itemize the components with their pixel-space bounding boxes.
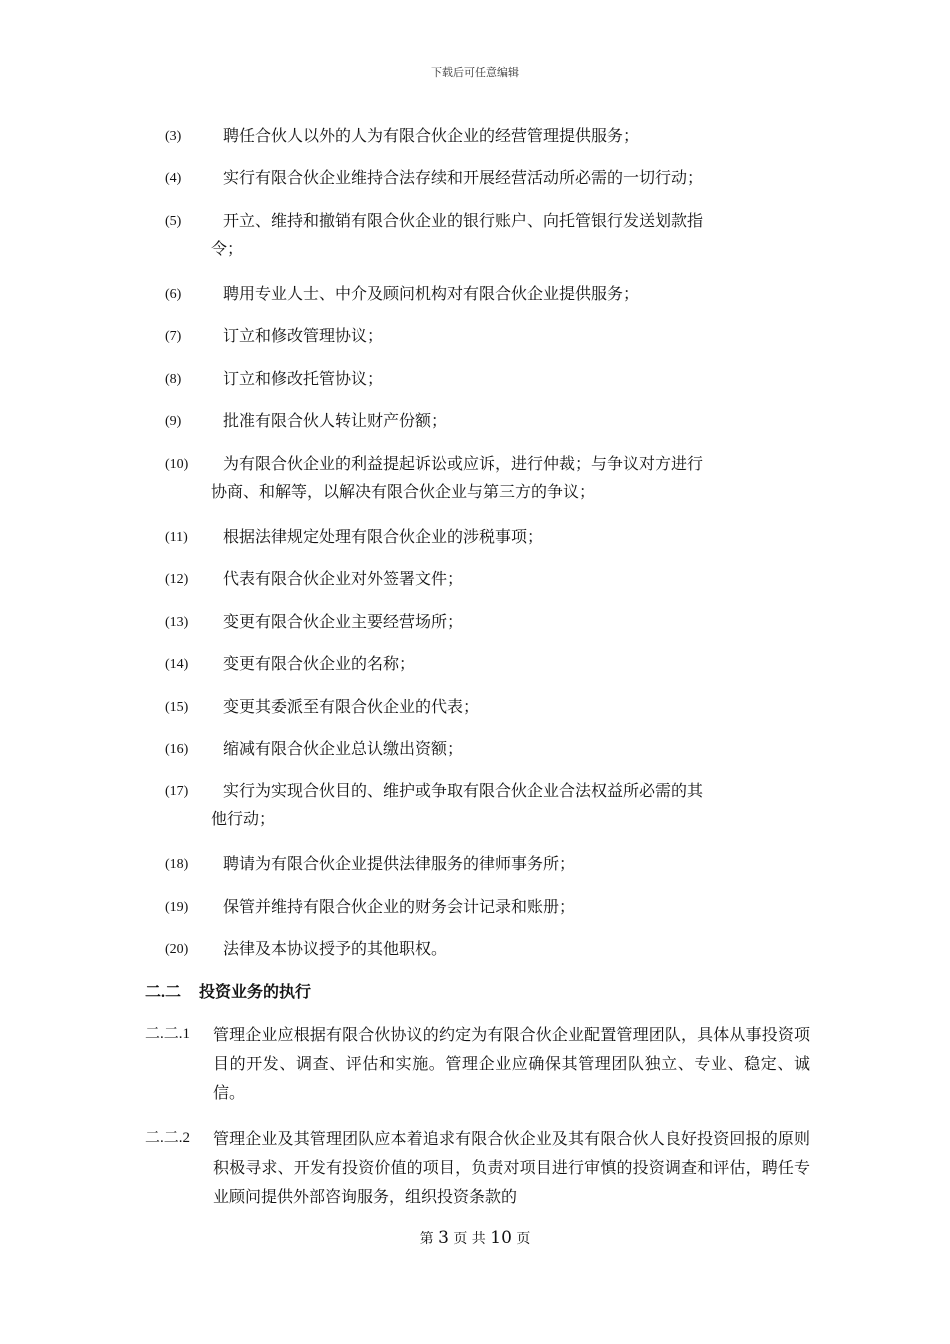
list-item <box>165 608 815 636</box>
section-number: 二.二 <box>145 984 182 1001</box>
item-number: (9) <box>165 414 182 429</box>
clause-text: 管理企业应根据有限合伙协议的约定为有限合伙企业配置管理团队，具体从事投资项目的开发、调查、评估和实施。管理企业应确保其管理团队独立、专业、稳定、诚信。 <box>213 1025 810 1102</box>
item-number: (13) <box>165 615 189 630</box>
item-text: 变更有限合伙企业的名称； <box>223 654 416 673</box>
item-number: (14) <box>165 657 189 672</box>
clause-number: 二.二.2 <box>145 1130 191 1146</box>
item-text: 保管并维持有限合伙企业的财务会计记录和账册； <box>223 897 576 916</box>
item-text: 聘用专业人士、中介及顾问机构对有限合伙企业提供服务； <box>223 284 640 303</box>
item-number: (10) <box>165 457 189 472</box>
list-item <box>165 207 815 263</box>
item-number: (5) <box>165 214 182 229</box>
item-text: 实行为实现合伙目的、维护或争取有限合伙企业合法权益所必需的其 <box>223 781 704 800</box>
item-number: (11) <box>165 530 188 545</box>
list-item <box>165 735 815 763</box>
list-item <box>165 523 815 551</box>
list-item <box>165 935 815 963</box>
list-item <box>165 450 815 506</box>
section-title: 投资业务的执行 <box>199 982 312 1001</box>
item-number: (17) <box>165 784 189 799</box>
item-text: 订立和修改托管协议； <box>223 369 384 388</box>
item-text: 实行有限合伙企业维持合法存续和开展经营活动所必需的一切行动； <box>223 168 704 187</box>
item-text: 变更有限合伙企业主要经营场所； <box>223 612 464 631</box>
item-number: (6) <box>165 287 182 302</box>
item-text-continued: 他行动； <box>211 809 276 828</box>
list-item <box>165 777 815 833</box>
section-heading <box>145 979 311 1002</box>
list-item <box>165 650 815 678</box>
footer-prefix: 第 <box>419 1231 434 1247</box>
list-item <box>165 322 815 350</box>
item-number: (19) <box>165 900 189 915</box>
item-number: (18) <box>165 857 189 872</box>
list-item <box>165 365 815 393</box>
item-text-continued: 协商、和解等，以解决有限合伙企业与第三方的争议； <box>211 482 596 501</box>
list-item <box>165 893 815 921</box>
item-number: (4) <box>165 171 182 186</box>
item-number: (15) <box>165 700 189 715</box>
clause-number: 二.二.1 <box>145 1026 191 1042</box>
item-text: 代表有限合伙企业对外签署文件； <box>223 569 464 588</box>
list-item <box>165 693 815 721</box>
item-text: 聘请为有限合伙企业提供法律服务的律师事务所； <box>223 854 576 873</box>
item-number: (12) <box>165 572 189 587</box>
list-item <box>165 850 815 878</box>
list-item <box>165 565 815 593</box>
item-text: 法律及本协议授予的其他职权。 <box>223 939 448 958</box>
item-number: (7) <box>165 329 182 344</box>
item-text: 批准有限合伙人转让财产份额； <box>223 411 448 430</box>
list-item <box>165 164 815 192</box>
item-text: 聘任合伙人以外的人为有限合伙企业的经营管理提供服务； <box>223 126 640 145</box>
page-total: 10 <box>490 1228 512 1248</box>
page-number: 3 <box>438 1228 449 1248</box>
item-number: (16) <box>165 742 189 757</box>
item-text: 开立、维持和撤销有限合伙企业的银行账户、向托管银行发送划款指 <box>223 211 704 230</box>
item-number: (8) <box>165 372 182 387</box>
item-number: (3) <box>165 129 182 144</box>
page-header: 下载后可任意编辑 <box>431 66 519 79</box>
item-text: 缩减有限合伙企业总认缴出资额； <box>223 739 464 758</box>
list-item <box>165 407 815 435</box>
item-text: 变更其委派至有限合伙企业的代表； <box>223 697 480 716</box>
item-text: 为有限合伙企业的利益提起诉讼或应诉，进行仲裁；与争议对方进行 <box>223 454 704 473</box>
clause-text: 管理企业及其管理团队应本着追求有限合伙企业及其有限合伙人良好投资回报的原则积极寻求、开发有投资价值的项目，负责对项目进行审慎的投资调查和评估，聘任专业顾问提供外部咨询服务，组织投资条款的 <box>213 1129 810 1206</box>
list-item <box>165 122 815 150</box>
list-item <box>165 280 815 308</box>
item-text: 订立和修改管理协议； <box>223 326 384 345</box>
item-text-continued: 令； <box>211 239 244 258</box>
item-text: 根据法律规定处理有限合伙企业的涉税事项； <box>223 527 544 546</box>
footer-middle: 页 共 <box>453 1231 486 1247</box>
page-footer <box>0 1228 950 1248</box>
clause-paragraph <box>145 1020 810 1107</box>
footer-suffix: 页 <box>516 1231 531 1247</box>
clause-paragraph <box>145 1124 810 1211</box>
item-number: (20) <box>165 942 189 957</box>
